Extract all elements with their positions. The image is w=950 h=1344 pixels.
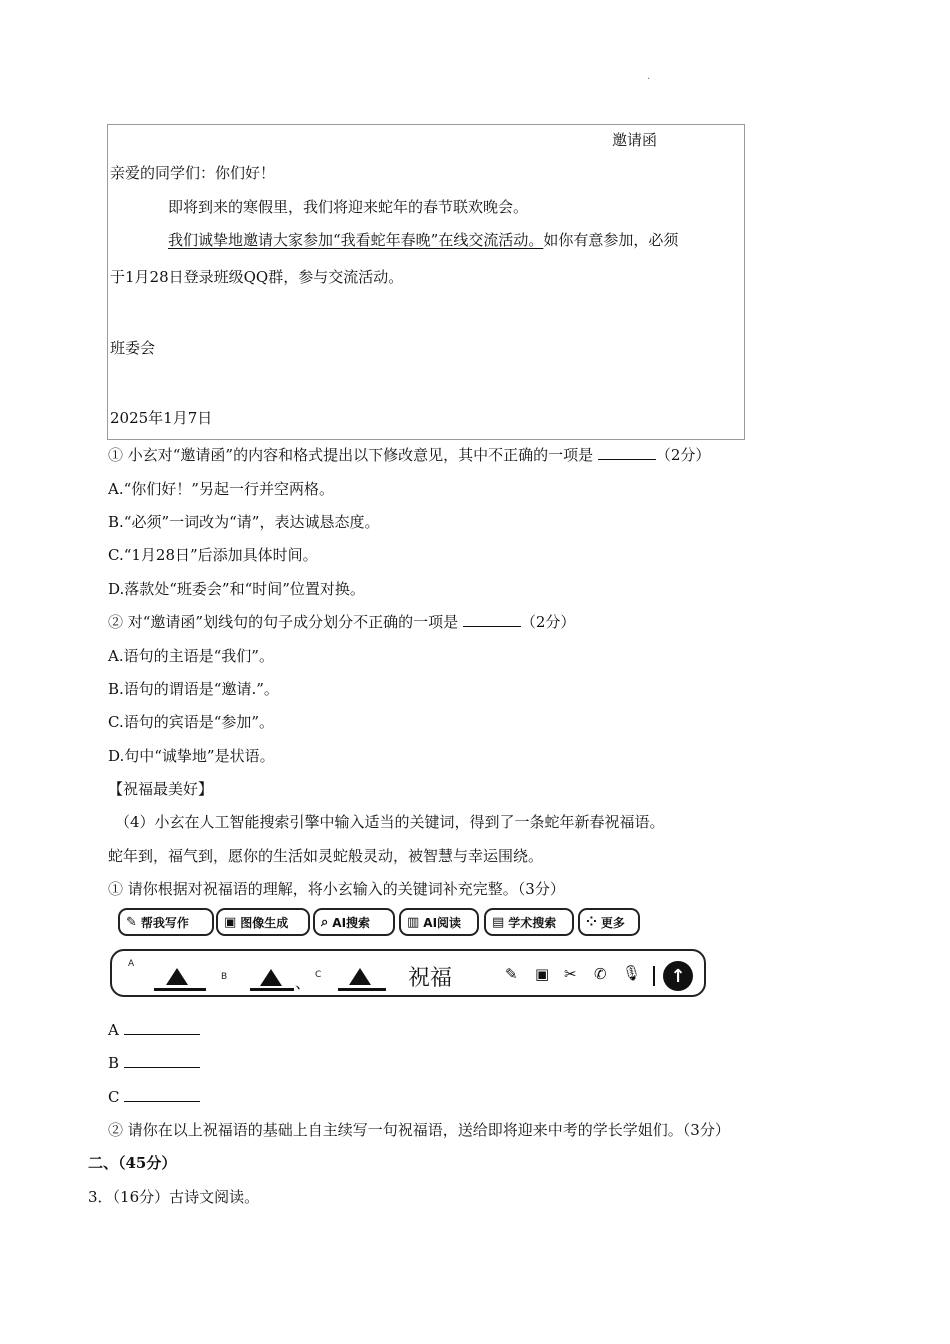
- slot-c-line: [338, 988, 386, 991]
- q1-prompt-text: ① 小玄对“邀请函”的内容和格式提出以下修改意见，其中不正确的一项是: [108, 446, 594, 464]
- q2-option-d: D.句中“诚挚地”是状语。: [108, 747, 275, 765]
- slot-a-label: A: [128, 959, 135, 969]
- chip-academic[interactable]: [484, 908, 574, 936]
- chip-write-label: 帮我写作: [140, 915, 189, 930]
- slot-a-triangle: [166, 968, 188, 985]
- letter-greeting: 亲爱的同学们：你们好！: [110, 164, 276, 182]
- letter-para2: [168, 230, 678, 250]
- slot-c-triangle: [349, 968, 371, 985]
- slot-c-label: C: [315, 970, 322, 980]
- blank-a-line[interactable]: [124, 1020, 200, 1035]
- chip-image[interactable]: [216, 908, 310, 936]
- search-icon: ⌕: [321, 914, 329, 930]
- chip-ai-read-label: AI阅读: [423, 915, 462, 930]
- underlined-sentence: 我们诚挚地邀请大家参加“我看蛇年春晚”在线交流活动。: [168, 231, 544, 249]
- attach-icon[interactable]: ✎: [505, 965, 518, 983]
- q2-option-a: A.语句的主语是“我们”。: [108, 647, 274, 665]
- letter-para2-line2: 于1月28日登录班级QQ群，参与交流活动。: [110, 268, 404, 286]
- toolbar-divider: [653, 966, 655, 986]
- q4-intro: （4）小玄在人工智能搜索引擎中输入适当的关键词，得到了一条蛇年新春祝福语。: [115, 813, 665, 831]
- blank-a: [108, 1020, 200, 1040]
- slot-b-line: [250, 988, 294, 991]
- academic-icon: ▤: [492, 914, 505, 930]
- q1-option-a: A.“你们好！”另起一行并空两格。: [108, 480, 334, 498]
- slot-separator: 、: [295, 973, 312, 992]
- ai-search-screenshot: [110, 906, 706, 998]
- q3-heading: 3．（16分）古诗文阅读。: [88, 1188, 260, 1206]
- q2-answer-blank[interactable]: [463, 612, 521, 627]
- blank-c-label: C: [108, 1088, 120, 1106]
- q4-sub1: ① 请你根据对祝福语的理解，将小玄输入的关键词补充完整。（3分）: [108, 880, 565, 898]
- q4-sub2: ② 请你在以上祝福语的基础上自主续写一句祝福语，送给即将迎来中考的学长学姐们。（3分）: [108, 1121, 730, 1139]
- letter-signature: 班委会: [110, 339, 156, 357]
- scissors-icon[interactable]: ✂: [564, 965, 577, 983]
- chip-ai-read[interactable]: [399, 908, 479, 936]
- q1-points: （2分）: [655, 446, 711, 464]
- blank-c-line[interactable]: [124, 1087, 200, 1102]
- letter-title: 邀请函: [612, 131, 658, 149]
- blank-b-label: B: [108, 1054, 120, 1072]
- slot-a-line: [154, 988, 206, 991]
- keyword-blessing: 祝福: [408, 966, 453, 991]
- q2-points: （2分）: [520, 613, 576, 631]
- blank-c: [108, 1087, 200, 1107]
- q1-option-d: D.落款处“班委会”和“时间”位置对换。: [108, 580, 365, 598]
- slot-b-triangle: [260, 969, 282, 986]
- section-heading: 【祝福最美好】: [108, 780, 214, 798]
- phone-icon[interactable]: ✆: [594, 965, 607, 983]
- slot-b-label: B: [221, 972, 228, 982]
- q1-prompt: [108, 445, 710, 465]
- book-icon: ▥: [407, 914, 420, 930]
- q2-prompt-text: ② 对“邀请函”划线句的句子成分划分不正确的一项是: [108, 613, 459, 631]
- letter-para1: 即将到来的寒假里，我们将迎来蛇年的春节联欢晚会。: [168, 198, 529, 216]
- pen-icon: ✎: [126, 914, 137, 930]
- q1-option-b: B.“必须”一词改为“请”，表达诚恳态度。: [108, 513, 380, 531]
- chip-more[interactable]: [578, 908, 640, 936]
- chip-academic-label: 学术搜索: [508, 915, 557, 930]
- chip-ai-search[interactable]: [313, 908, 395, 936]
- more-icon: ⁘: [586, 914, 597, 930]
- part2-heading: 二、（45分）: [88, 1154, 177, 1172]
- image-icon: ▣: [224, 914, 237, 930]
- q2-prompt: [108, 612, 575, 632]
- chip-write[interactable]: [118, 908, 214, 936]
- blank-a-label: A: [108, 1021, 119, 1039]
- blank-b: [108, 1053, 200, 1073]
- image-upload-icon[interactable]: ▣: [535, 965, 550, 983]
- arrow-up-icon: ↑: [670, 965, 686, 987]
- q4-blessing: 蛇年到，福气到，愿你的生活如灵蛇般灵动，被智慧与幸运围绕。: [108, 847, 544, 865]
- chip-image-label: 图像生成: [240, 915, 289, 930]
- q2-option-b: B.语句的谓语是“邀请.”。: [108, 680, 279, 698]
- para2-rest: 如你有意参加，必须: [543, 231, 679, 249]
- microphone-icon[interactable]: 🎙: [622, 964, 642, 982]
- chip-more-label: 更多: [600, 915, 625, 930]
- blank-b-line[interactable]: [124, 1053, 200, 1068]
- decor-dot: ·: [647, 74, 651, 85]
- chip-ai-search-label: AI搜索: [332, 915, 371, 930]
- send-button[interactable]: [663, 961, 693, 991]
- q2-option-c: C.语句的宾语是“参加”。: [108, 713, 275, 731]
- q1-answer-blank[interactable]: [598, 445, 656, 460]
- q1-option-c: C.“1月28日”后添加具体时间。: [108, 546, 318, 564]
- letter-date: 2025年1月7日: [110, 409, 213, 427]
